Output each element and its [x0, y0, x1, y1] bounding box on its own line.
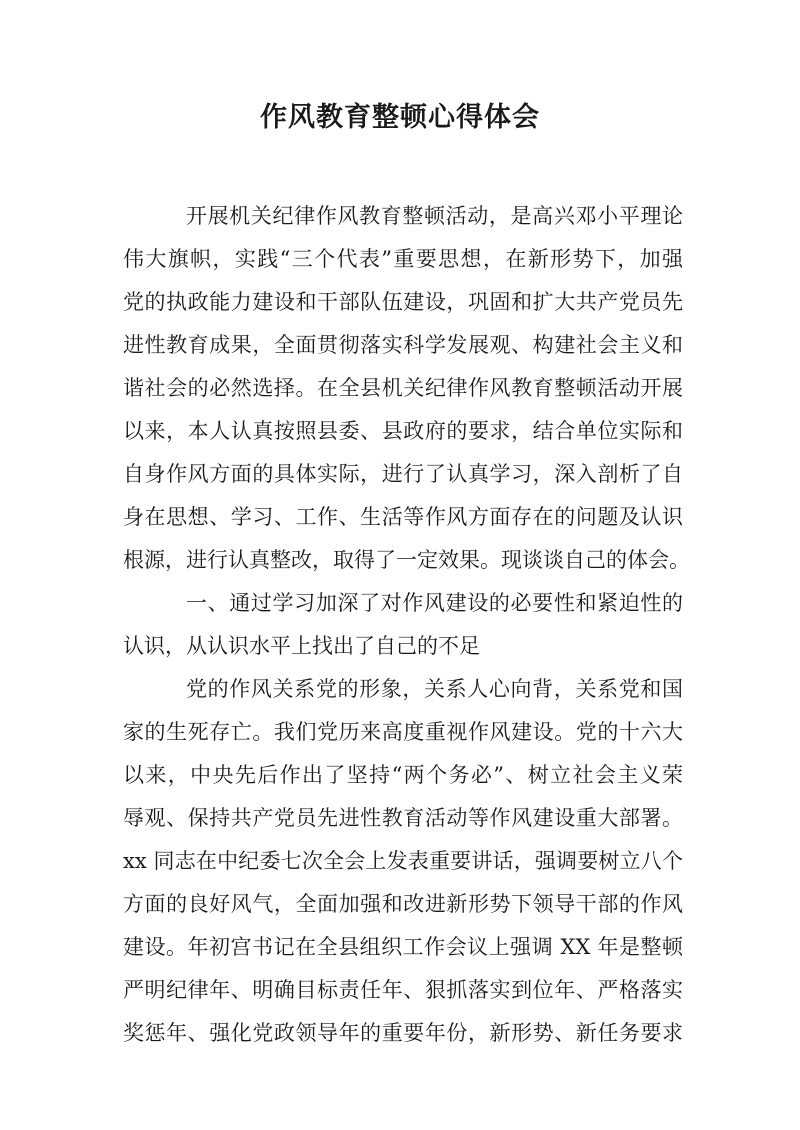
paragraph-1-line-8: 身在思想、学习、工作、生活等作风方面存在的问题及认识 [123, 505, 683, 529]
document-title: 作风教育整顿心得体会 [260, 102, 540, 133]
paragraph-2-line-9: 奖惩年、强化党政领导年的重要年份，新形势、新任务要求 [123, 1021, 683, 1045]
paragraph-1-line-1: 开展机关纪律作风教育整顿活动，是高兴邓小平理论 [186, 204, 683, 228]
paragraph-1-line-6: 以来，本人认真按照县委、县政府的要求，结合单位实际和 [123, 419, 683, 443]
paragraph-1-line-5: 谐社会的必然选择。在全县机关纪律作风教育整顿活动开展 [123, 376, 683, 400]
paragraph-1-line-3: 党的执政能力建设和干部队伍建设，巩固和扩大共产党员先 [123, 290, 683, 314]
paragraph-2-line-5: xx 同志在中纪委七次全会上发表重要讲话，强调要树立八个 [123, 849, 683, 873]
paragraph-2-line-3: 以来，中央先后作出了坚持“两个务必”、树立社会主义荣 [123, 763, 683, 787]
paragraph-2-line-1: 党的作风关系党的形象，关系人心向背，关系党和国 [186, 677, 683, 701]
paragraph-2-line-2: 家的生死存亡。我们党历来高度重视作风建设。党的十六大 [123, 720, 683, 744]
paragraph-2-line-6: 方面的良好风气，全面加强和改进新形势下领导干部的作风 [123, 892, 683, 916]
paragraph-1-line-2: 伟大旗帜，实践“三个代表”重要思想，在新形势下，加强 [123, 247, 683, 271]
section-heading-line-1: 一、通过学习加深了对作风建设的必要性和紧迫性的 [186, 591, 683, 615]
paragraph-1-line-9: 根源，进行认真整改，取得了一定效果。现谈谈自己的体会。 [123, 548, 690, 572]
paragraph-2-line-7: 建设。年初宫书记在全县组织工作会议上强调 XX 年是整顿 [123, 935, 683, 959]
paragraph-2-line-8: 严明纪律年、明确目标责任年、狠抓落实到位年、严格落实 [123, 978, 683, 1002]
paragraph-1-line-7: 自身作风方面的具体实际，进行了认真学习，深入剖析了自 [123, 462, 683, 486]
paragraph-1-line-4: 进性教育成果，全面贯彻落实科学发展观、构建社会主义和 [123, 333, 683, 357]
section-heading-line-2: 认识，从认识水平上找出了自己的不足 [123, 634, 480, 658]
paragraph-2-line-4: 辱观、保持共产党员先进性教育活动等作风建设重大部署。 [123, 806, 683, 830]
